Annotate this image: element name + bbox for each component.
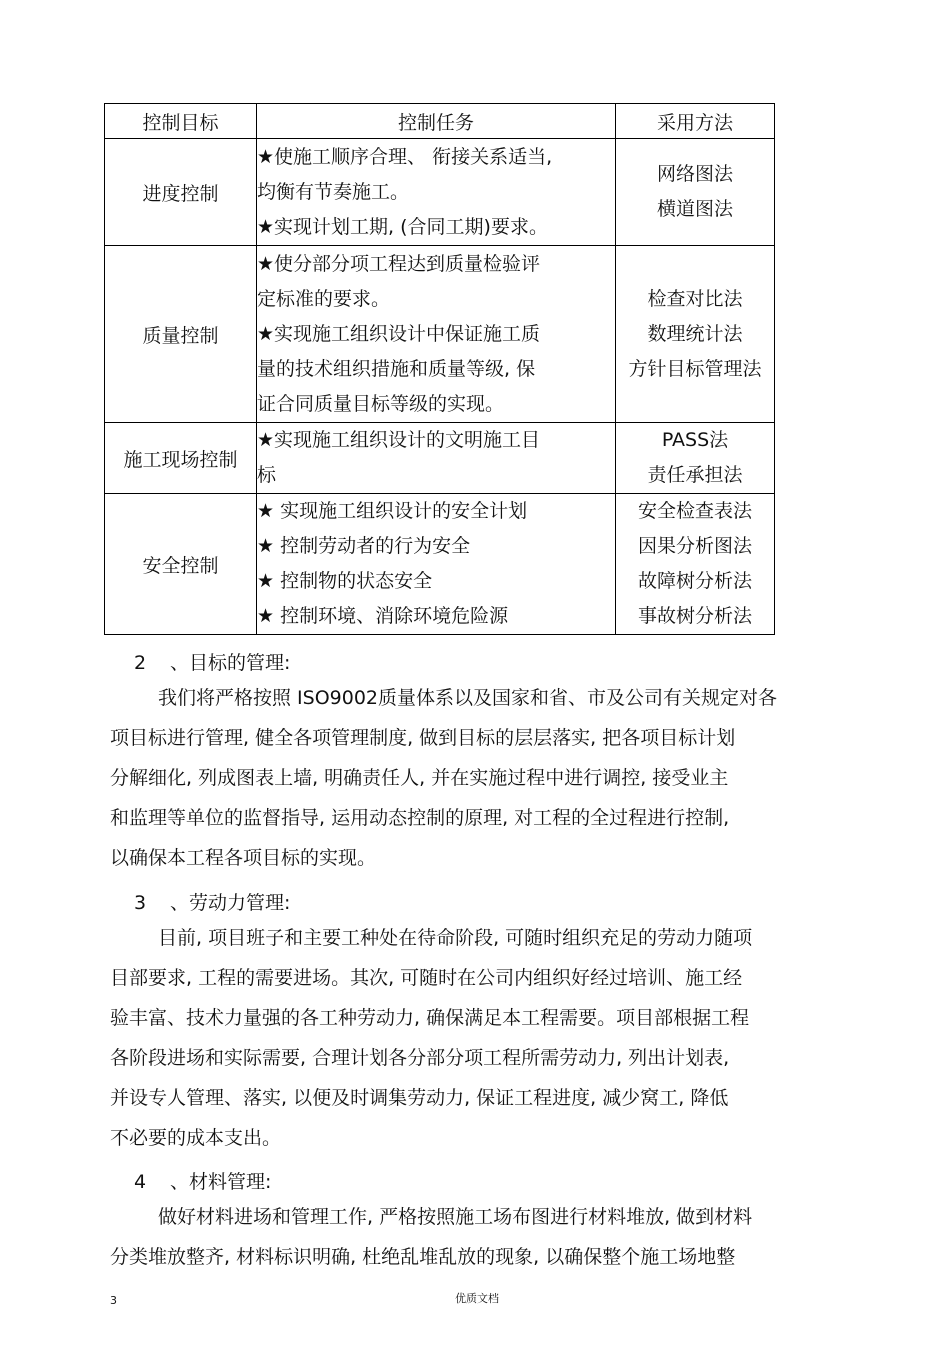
method-line: PASS法: [661, 429, 729, 451]
task-line: 均衡有节奏施工。: [257, 180, 410, 203]
control-table: [104, 103, 775, 635]
paragraph-line: 目前, 项目班子和主要工种处在待命阶段, 可随时组织充足的劳动力随项: [158, 927, 753, 949]
paragraph-line: 并设专人管理、落实, 以便及时调集劳动力, 保证工程进度, 减少窝工, 降低: [110, 1087, 729, 1109]
task-line: ★实现计划工期, (合同工期)要求。: [257, 215, 548, 238]
method-line: 横道图法: [656, 198, 733, 220]
section-number: 4: [134, 1171, 147, 1193]
header-task: 控制任务: [257, 104, 616, 139]
table-row-quality: [105, 246, 775, 423]
paragraph-line: 项目标进行管理, 健全各项管理制度, 做到目标的层层落实, 把各项目标计划: [110, 727, 736, 749]
method-line: 网络图法: [656, 163, 733, 185]
section-number: 2: [134, 652, 147, 674]
task-line: ★ 控制环境、消除环境危险源: [257, 605, 509, 627]
table-row-safety: [105, 494, 775, 635]
section-paragraph: [110, 918, 855, 1158]
task-cell: [257, 494, 616, 635]
method-cell: [616, 423, 775, 494]
task-line: 量的技术组织措施和质量等级, 保: [257, 357, 536, 380]
task-line: ★使施工顺序合理、 衔接关系适当,: [257, 145, 553, 168]
paragraph-line: 分类堆放整齐, 材料标识明确, 杜绝乱堆乱放的现象, 以确保整个施工场地整: [110, 1246, 736, 1268]
table-row-site: [105, 423, 775, 494]
task-cell: [257, 139, 616, 246]
paragraph-line: 目部要求, 工程的需要进场。其次, 可随时在公司内组织好经过培训、施工经: [110, 967, 743, 989]
paragraph-line: 我们将严格按照 ISO9002质量体系以及国家和省、市及公司有关规定对各: [158, 687, 778, 709]
method-line: 事故树分析法: [637, 605, 752, 627]
method-line: 安全检查表法: [637, 500, 752, 522]
method-cell: [616, 494, 775, 635]
paragraph-line: 做好材料进场和管理工作, 严格按照施工场布图进行材料堆放, 做到材料: [158, 1206, 753, 1228]
method-cell: [616, 246, 775, 423]
section-number: 3: [134, 892, 147, 914]
goal-cell: 施工现场控制: [105, 423, 257, 494]
task-line: ★ 控制物的状态安全: [257, 570, 433, 592]
section-title: 、劳动力管理:: [170, 892, 291, 914]
task-line: ★实现施工组织设计的文明施工目: [257, 429, 541, 451]
paragraph-line: 以确保本工程各项目标的实现。: [110, 847, 377, 869]
method-line: 检查对比法: [647, 287, 743, 310]
method-cell: [616, 139, 775, 246]
table-header-row: [105, 104, 775, 139]
section-heading: [134, 888, 290, 915]
task-line: 定标准的要求。: [257, 287, 391, 310]
paragraph-line: 和监理等单位的监督指导, 运用动态控制的原理, 对工程的全过程进行控制,: [110, 807, 730, 829]
method-line: 因果分析图法: [637, 535, 752, 557]
page-number: 3: [110, 1294, 117, 1307]
header-method: 采用方法: [616, 104, 775, 139]
method-line: 方针目标管理法: [628, 357, 762, 380]
header-goal: 控制目标: [105, 104, 257, 139]
method-line: 责任承担法: [647, 464, 743, 486]
paragraph-line: 不必要的成本支出。: [110, 1127, 282, 1149]
section-heading: [134, 1167, 271, 1194]
section-paragraph: [110, 1197, 855, 1277]
task-line: 标: [257, 464, 277, 486]
paragraph-line: 各阶段进场和实际需要, 合理计划各分部分项工程所需劳动力, 列出计划表,: [110, 1047, 730, 1069]
goal-cell: 进度控制: [105, 139, 257, 246]
footer-label: 优质文档: [455, 1292, 499, 1305]
goal-cell: 安全控制: [105, 494, 257, 635]
table-row-schedule: [105, 139, 775, 246]
task-line: ★实现施工组织设计中保证施工质: [257, 322, 541, 345]
task-line: 证合同质量目标等级的实现。: [257, 392, 505, 415]
task-cell: [257, 423, 616, 494]
task-line: ★使分部分项工程达到质量检验评: [257, 252, 541, 275]
task-line: ★ 控制劳动者的行为安全: [257, 535, 471, 557]
section-paragraph: [110, 678, 855, 878]
paragraph-line: 分解细化, 列成图表上墙, 明确责任人, 并在实施过程中进行调控, 接受业主: [110, 767, 729, 789]
section-heading: [134, 648, 290, 675]
method-line: 故障树分析法: [637, 570, 752, 592]
goal-cell: 质量控制: [105, 246, 257, 423]
task-line: ★ 实现施工组织设计的安全计划: [257, 500, 528, 522]
method-line: 数理统计法: [647, 322, 743, 345]
paragraph-line: 验丰富、技术力量强的各工种劳动力, 确保满足本工程需要。项目部根据工程: [110, 1007, 750, 1029]
task-cell: [257, 246, 616, 423]
section-title: 、目标的管理:: [170, 652, 291, 674]
section-title: 、材料管理:: [170, 1171, 272, 1193]
